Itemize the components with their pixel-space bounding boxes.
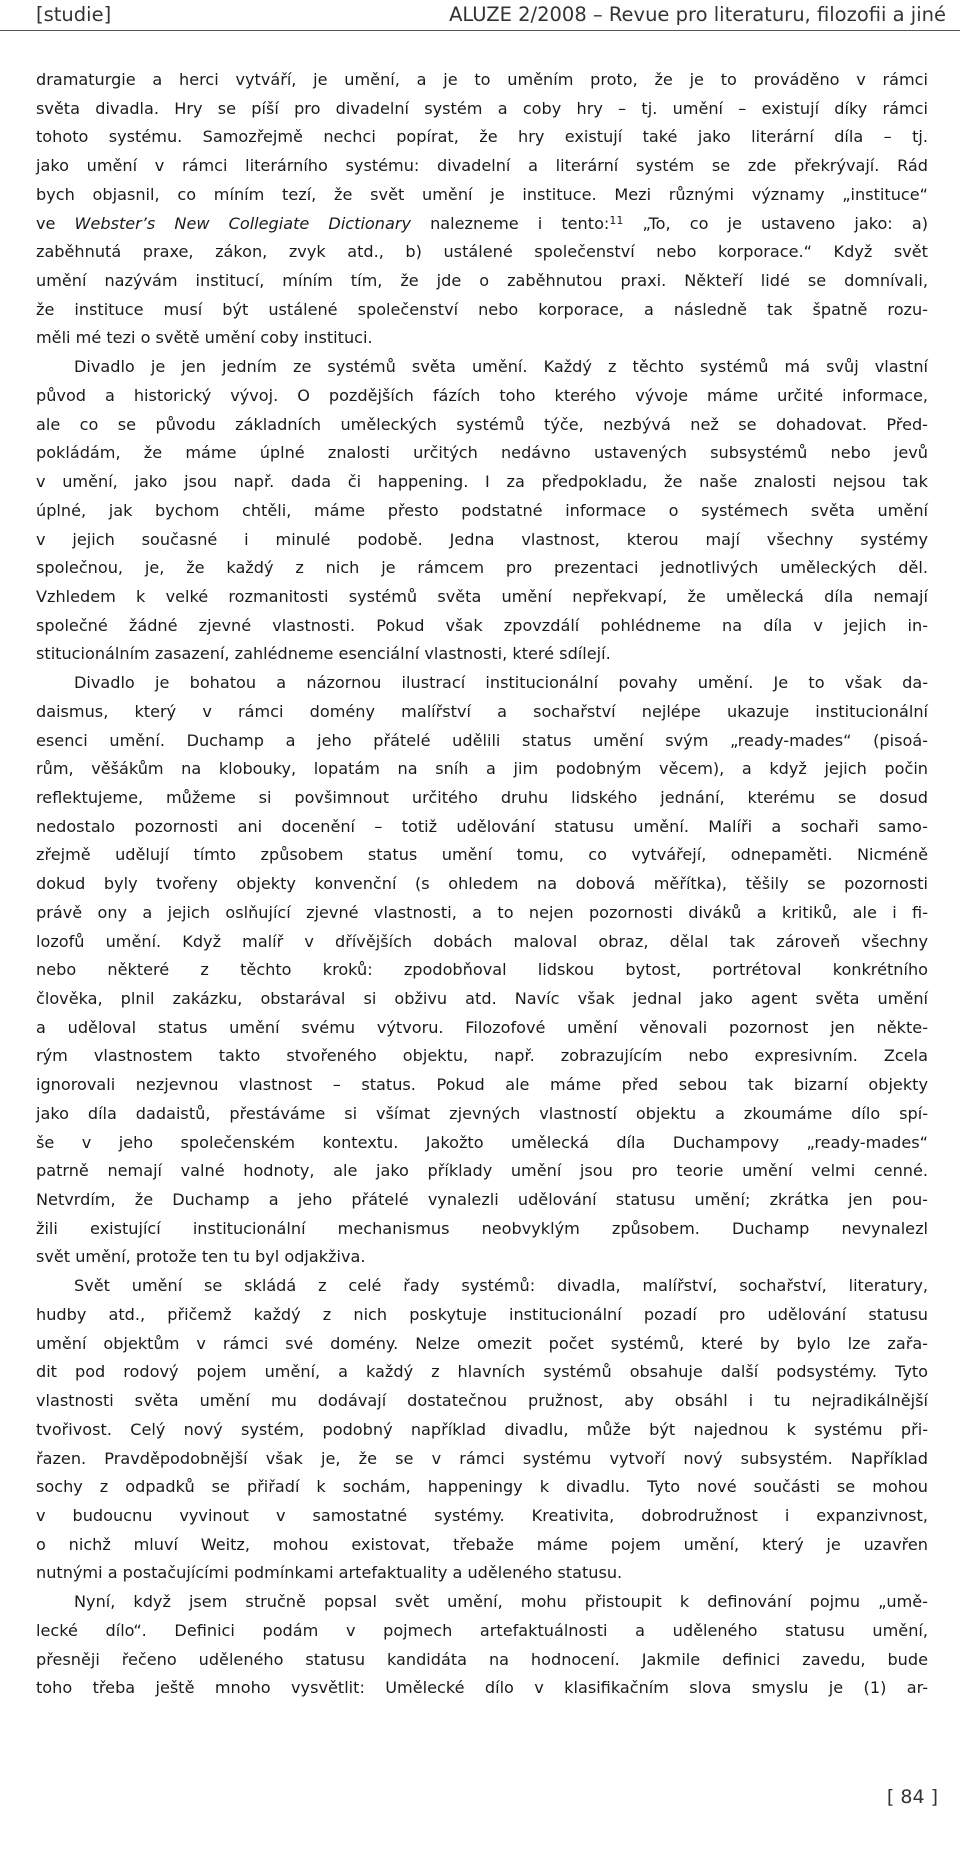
text-line: esenci umění. Duchamp a jeho přátelé udělili status umění svým „ready-mades“ (pisoá-: [36, 730, 928, 750]
text-line: že instituce musí být ustálené společenství nebo korporace, a následně tak špatně rozu-: [36, 299, 928, 319]
text-line: patrně nemají valné hodnoty, ale jako příklady umění jsou pro teorie umění velmi cenné.: [36, 1161, 928, 1181]
text-fragment: ve: [36, 213, 75, 233]
text-line: lozofů umění. Když malíř v dřívějších dobách maloval obraz, dělal tak zároveň všechny: [36, 931, 928, 951]
text-line: vlastnosti světa umění mu dodávají dostatečnou pružnost, aby obsáhl i tu nejradikálnější: [36, 1391, 928, 1411]
text-line: jako díla dadaistů, přestáváme si všímat zjevných vlastností objektu a zkoumáme dílo spí-: [36, 1103, 928, 1123]
text-line: žili existující institucionální mechanismus neobvyklým způsobem. Duchamp nevynalezl: [36, 1218, 928, 1238]
text-line: nedostalo pozornosti ani docenění – totiž udělování statusu umění. Malíři a sochaři samo-: [36, 816, 928, 836]
text-line: stitucionálním zasazení, zahlédneme esenciální vlastnosti, které sdílejí.: [36, 644, 611, 664]
journal-title: ALUZE 2/2008 – Revue pro literaturu, filozofii a jiné: [449, 3, 946, 26]
text-line: rým vlastnostem takto stvořeného objektu, např. zobrazujícím nebo expresivním. Zcela: [36, 1046, 928, 1066]
text-line: jako umění v rámci literárního systému: divadelní a literární systém se zde překrývají. Rád: [36, 156, 928, 176]
text-line: světa divadla. Hry se píší pro divadelní systém a coby hry – tj. umění – existují díky rámci: [36, 98, 928, 118]
text-line: dramaturgie a herci vytváří, je umění, a je to uměním proto, že je to prováděno v rámci: [36, 70, 928, 89]
text-line: zaběhnutá praxe, zákon, zvyk atd., b) ustálené společenství nebo korporace.“ Když svět: [36, 242, 928, 262]
text-line: v budoucnu vyvinout v samostatné systémy. Kreativita, dobrodružnost i expanzivnost,: [36, 1505, 928, 1525]
text-line: Netvrdím, že Duchamp a jeho přátelé vynalezli udělování statusu umění; zkrátka jen pou-: [36, 1190, 928, 1210]
text-line: dit pod rodový pojem umění, a každý z hlavních systémů obsahuje další podsystémy. Tyto: [36, 1362, 928, 1382]
text-line: reflektujeme, můžeme si povšimnout určitého druhu lidského jednání, kterému se dosud: [36, 787, 928, 807]
footnote-reference[interactable]: 11: [609, 213, 624, 227]
cited-dictionary-title: Webster’s New Collegiate Dictionary: [74, 213, 411, 233]
text-line: zřejmě udělují tímto způsobem status umění tomu, co vytvářejí, odnepaměti. Nicméně: [36, 845, 928, 865]
text-line: v jejich současné i minulé podobě. Jedna vlastnost, kterou mají všechny systémy: [36, 529, 928, 549]
text-line: bych objasnil, co míním tezí, že svět umění je instituce. Mezi různými významy „instituce“: [36, 184, 928, 204]
text-line: rům, věšákům na klobouky, lopatám na sníh a jim podobným věcem), a když jejich počin: [36, 759, 928, 779]
text-line: pokládám, že máme úplné znalosti určitých nedávno ustavených subsystémů nebo jevů: [36, 443, 928, 463]
text-line: člověka, plnil zakázku, obstarával si obživu atd. Navíc však jednal jako agent světa umění: [36, 989, 928, 1008]
paragraph-start-line: Svět umění se skládá z celé řady systémů: divadla, malířství, sochařství, literatury,: [74, 1276, 928, 1296]
text-line: v umění, jako jsou např. dada či happening. I za předpokladu, že naše znalosti nejsou tak: [36, 472, 928, 492]
section-label: [studie]: [36, 3, 112, 26]
page-number: [ 84 ]: [886, 1786, 938, 1808]
text-line: společné žádné zjevné vlastnosti. Pokud však zpovzdálí pohlédneme na díla v jejich in-: [36, 615, 928, 635]
text-line: o nichž mluví Weitz, mohou existovat, třebaže máme pojem umění, který je uzavřen: [36, 1534, 928, 1554]
text-line: měli mé tezi o světě umění coby instituci.: [36, 328, 373, 348]
text-fragment: nalezneme i tento:: [410, 213, 610, 233]
text-line: úplné, jak bychom chtěli, máme přesto podstatné informace o systémech světa umění: [36, 500, 928, 520]
text-line: řazen. Pravděpodobnější však je, že se v rámci systému vytvoří nový subsystém. Například: [36, 1448, 928, 1468]
text-line: ignorovali nezjevnou vlastnost – status. Pokud ale máme před sebou tak bizarní objekty: [36, 1075, 928, 1095]
text-line: přesněji řečeno uděleného statusu kandidáta na hodnocení. Jakmile definici zavedu, bude: [36, 1649, 928, 1669]
text-line: lecké dílo“. Definici podám v pojmech artefaktuálnosti a uděleného statusu umění,: [36, 1620, 928, 1640]
paragraph-start-line: Divadlo je jen jedním ze systémů světa umění. Každý z těchto systémů má svůj vlastní: [74, 357, 928, 377]
text-line: umění objektům v rámci své domény. Nelze omezit počet systémů, které by bylo lze zařa-: [36, 1333, 928, 1353]
text-line: tohoto systému. Samozřejmě nechci popírat, že hry existují také jako literární díla – tj.: [36, 127, 928, 147]
text-line: nebo některé z těchto kroků: zpodobňoval lidskou bytost, portrétoval konkrétního: [36, 960, 928, 980]
text-line: právě ony a jejich oslňující zjevné vlastnosti, a to nejen pozornosti diváků a kritiků, ale i fi-: [36, 902, 928, 922]
text-line: hudby atd., přičemž každý z nich poskytuje institucionální pozadí pro udělování statusu: [36, 1304, 928, 1324]
text-line: společnou, je, že každý z nich je rámcem pro prezentaci jednotlivých uměleckých děl.: [36, 558, 928, 578]
text-line: a uděloval status umění svému výtvoru. Filozofové umění věnovali pozornost jen někte-: [36, 1017, 928, 1037]
text-line: Vzhledem k velké rozmanitosti systémů světa umění nepřekvapí, že umělecká díla nemají: [36, 586, 928, 606]
text-line: umění nazývám institucí, míním tím, že jde o zaběhnutou praxi. Někteří lidé se domnívali,: [36, 271, 928, 291]
paragraph-start-line: Divadlo je bohatou a názornou ilustrací institucionální povahy umění. Je to však da-: [74, 673, 928, 693]
text-line: ale co se původu základních uměleckých systémů týče, nezbývá než se dohadovat. Před-: [36, 414, 928, 434]
text-line: toho třeba ještě mnoho vysvětlit: Umělecké dílo v klasifikačním slova smyslu je (1) ar-: [36, 1678, 928, 1698]
text-line: daismus, který v rámci domény malířství a sochařství nejlépe ukazuje institucionální: [36, 701, 928, 721]
text-line-citation: [36, 210, 928, 239]
text-line: svět umění, protože ten tu byl odjakživa.: [36, 1247, 366, 1267]
paragraph-start-line: Nyní, když jsem stručně popsal svět umění, mohu přistoupit k definování pojmu „umě-: [74, 1592, 928, 1612]
text-fragment: „To, co je ustaveno jako: a): [623, 213, 928, 233]
text-line: še v jeho společenském kontextu. Jakožto umělecká díla Duchampovy „ready-mades“: [36, 1132, 928, 1152]
text-line: nutnými a postačujícími podmínkami artefaktuality a uděleného statusu.: [36, 1563, 623, 1583]
text-line: dokud byly tvořeny objekty konvenční (s ohledem na dobová měřítka), těšily se pozornosti: [36, 874, 928, 894]
text-line: původ a historický vývoj. O pozdějších fázích toho kterého vývoje máme určité informace,: [36, 385, 928, 405]
text-line: tvořivost. Celý nový systém, podobný například divadlu, může být najednou k systému při-: [36, 1419, 928, 1439]
running-header: [0, 0, 960, 31]
article-body: [36, 66, 928, 1703]
text-line: sochy z odpadků se přiřadí k sochám, happeningy k divadlu. Tyto nové součásti se mohou: [36, 1477, 928, 1497]
